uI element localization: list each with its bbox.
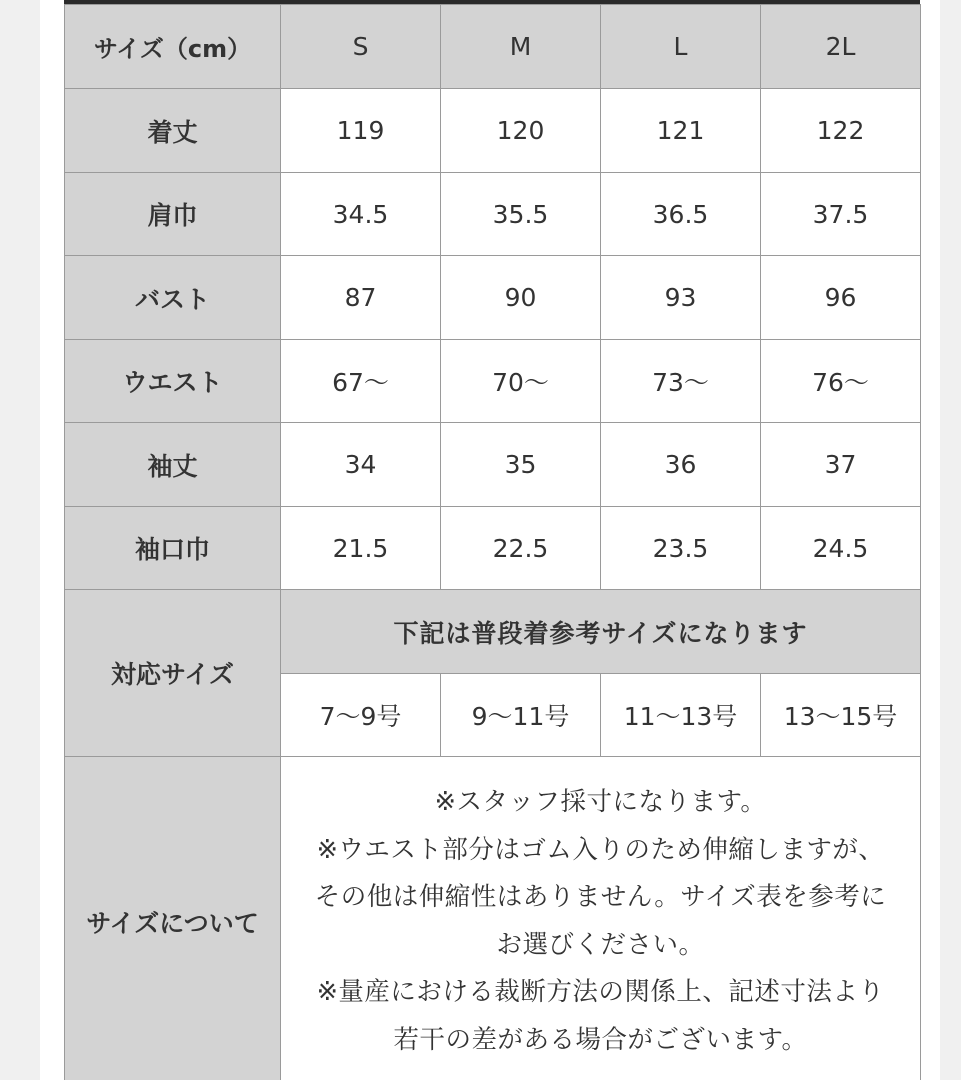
cell-value: 73〜 (601, 340, 761, 423)
size-header-l: L (601, 5, 761, 89)
correspondence-note: 下記は普段着参考サイズになります (281, 590, 921, 674)
size-header-s: S (281, 5, 441, 89)
cell-value: 122 (761, 89, 921, 173)
correspondence-label: 対応サイズ (65, 590, 281, 757)
header-row (65, 5, 921, 89)
header-corner: サイズ（cm） (65, 5, 281, 89)
cell-value: 24.5 (761, 507, 921, 590)
row-cuff-width (65, 507, 921, 590)
size-header-2l: 2L (761, 5, 921, 89)
correspondence-value: 13〜15号 (761, 674, 921, 757)
note-line: その他は伸縮性はありません。サイズ表を参考に (314, 882, 887, 912)
cell-value: 90 (441, 256, 601, 340)
correspondence-value: 7〜9号 (281, 674, 441, 757)
row-label: ウエスト (65, 340, 281, 423)
row-label: 袖丈 (65, 423, 281, 507)
cell-value: 76〜 (761, 340, 921, 423)
note-line: ※量産における裁断方法の関係上、記述寸法より (316, 977, 885, 1007)
cell-value: 120 (441, 89, 601, 173)
cell-value: 96 (761, 256, 921, 340)
note-line: お選びください。 (496, 929, 705, 960)
row-length (65, 89, 921, 173)
cell-value: 37.5 (761, 173, 921, 256)
cell-value: 93 (601, 256, 761, 340)
correspondence-value: 9〜11号 (441, 674, 601, 757)
row-waist (65, 340, 921, 423)
cell-value: 119 (281, 89, 441, 173)
cell-value: 36.5 (601, 173, 761, 256)
about-size-row (65, 757, 921, 1080)
cell-value: 121 (601, 89, 761, 173)
size-header-m: M (441, 5, 601, 89)
cell-value: 35.5 (441, 173, 601, 256)
note-line: 若干の差がある場合がございます。 (393, 1024, 808, 1055)
cell-value: 23.5 (601, 507, 761, 590)
cell-value: 22.5 (441, 507, 601, 590)
row-bust (65, 256, 921, 340)
cell-value: 34 (281, 423, 441, 507)
row-label: 着丈 (65, 89, 281, 173)
about-size-notes (281, 757, 921, 1080)
note-line: ※スタッフ採寸になります。 (434, 787, 767, 817)
correspondence-value: 11〜13号 (601, 674, 761, 757)
cell-value: 37 (761, 423, 921, 507)
cell-value: 67〜 (281, 340, 441, 423)
about-size-label: サイズについて (65, 757, 281, 1080)
row-label: 袖口巾 (65, 507, 281, 590)
size-chart-table (64, 4, 921, 1080)
row-label: バスト (65, 256, 281, 340)
note-line: ※ウエスト部分はゴム入りのため伸縮しますが、 (316, 834, 885, 865)
cell-value: 87 (281, 256, 441, 340)
cell-value: 34.5 (281, 173, 441, 256)
cell-value: 36 (601, 423, 761, 507)
row-label: 肩巾 (65, 173, 281, 256)
cell-value: 70〜 (441, 340, 601, 423)
cell-value: 21.5 (281, 507, 441, 590)
cell-value: 35 (441, 423, 601, 507)
row-sleeve-length (65, 423, 921, 507)
correspondence-note-row (65, 590, 921, 674)
row-shoulder (65, 173, 921, 256)
